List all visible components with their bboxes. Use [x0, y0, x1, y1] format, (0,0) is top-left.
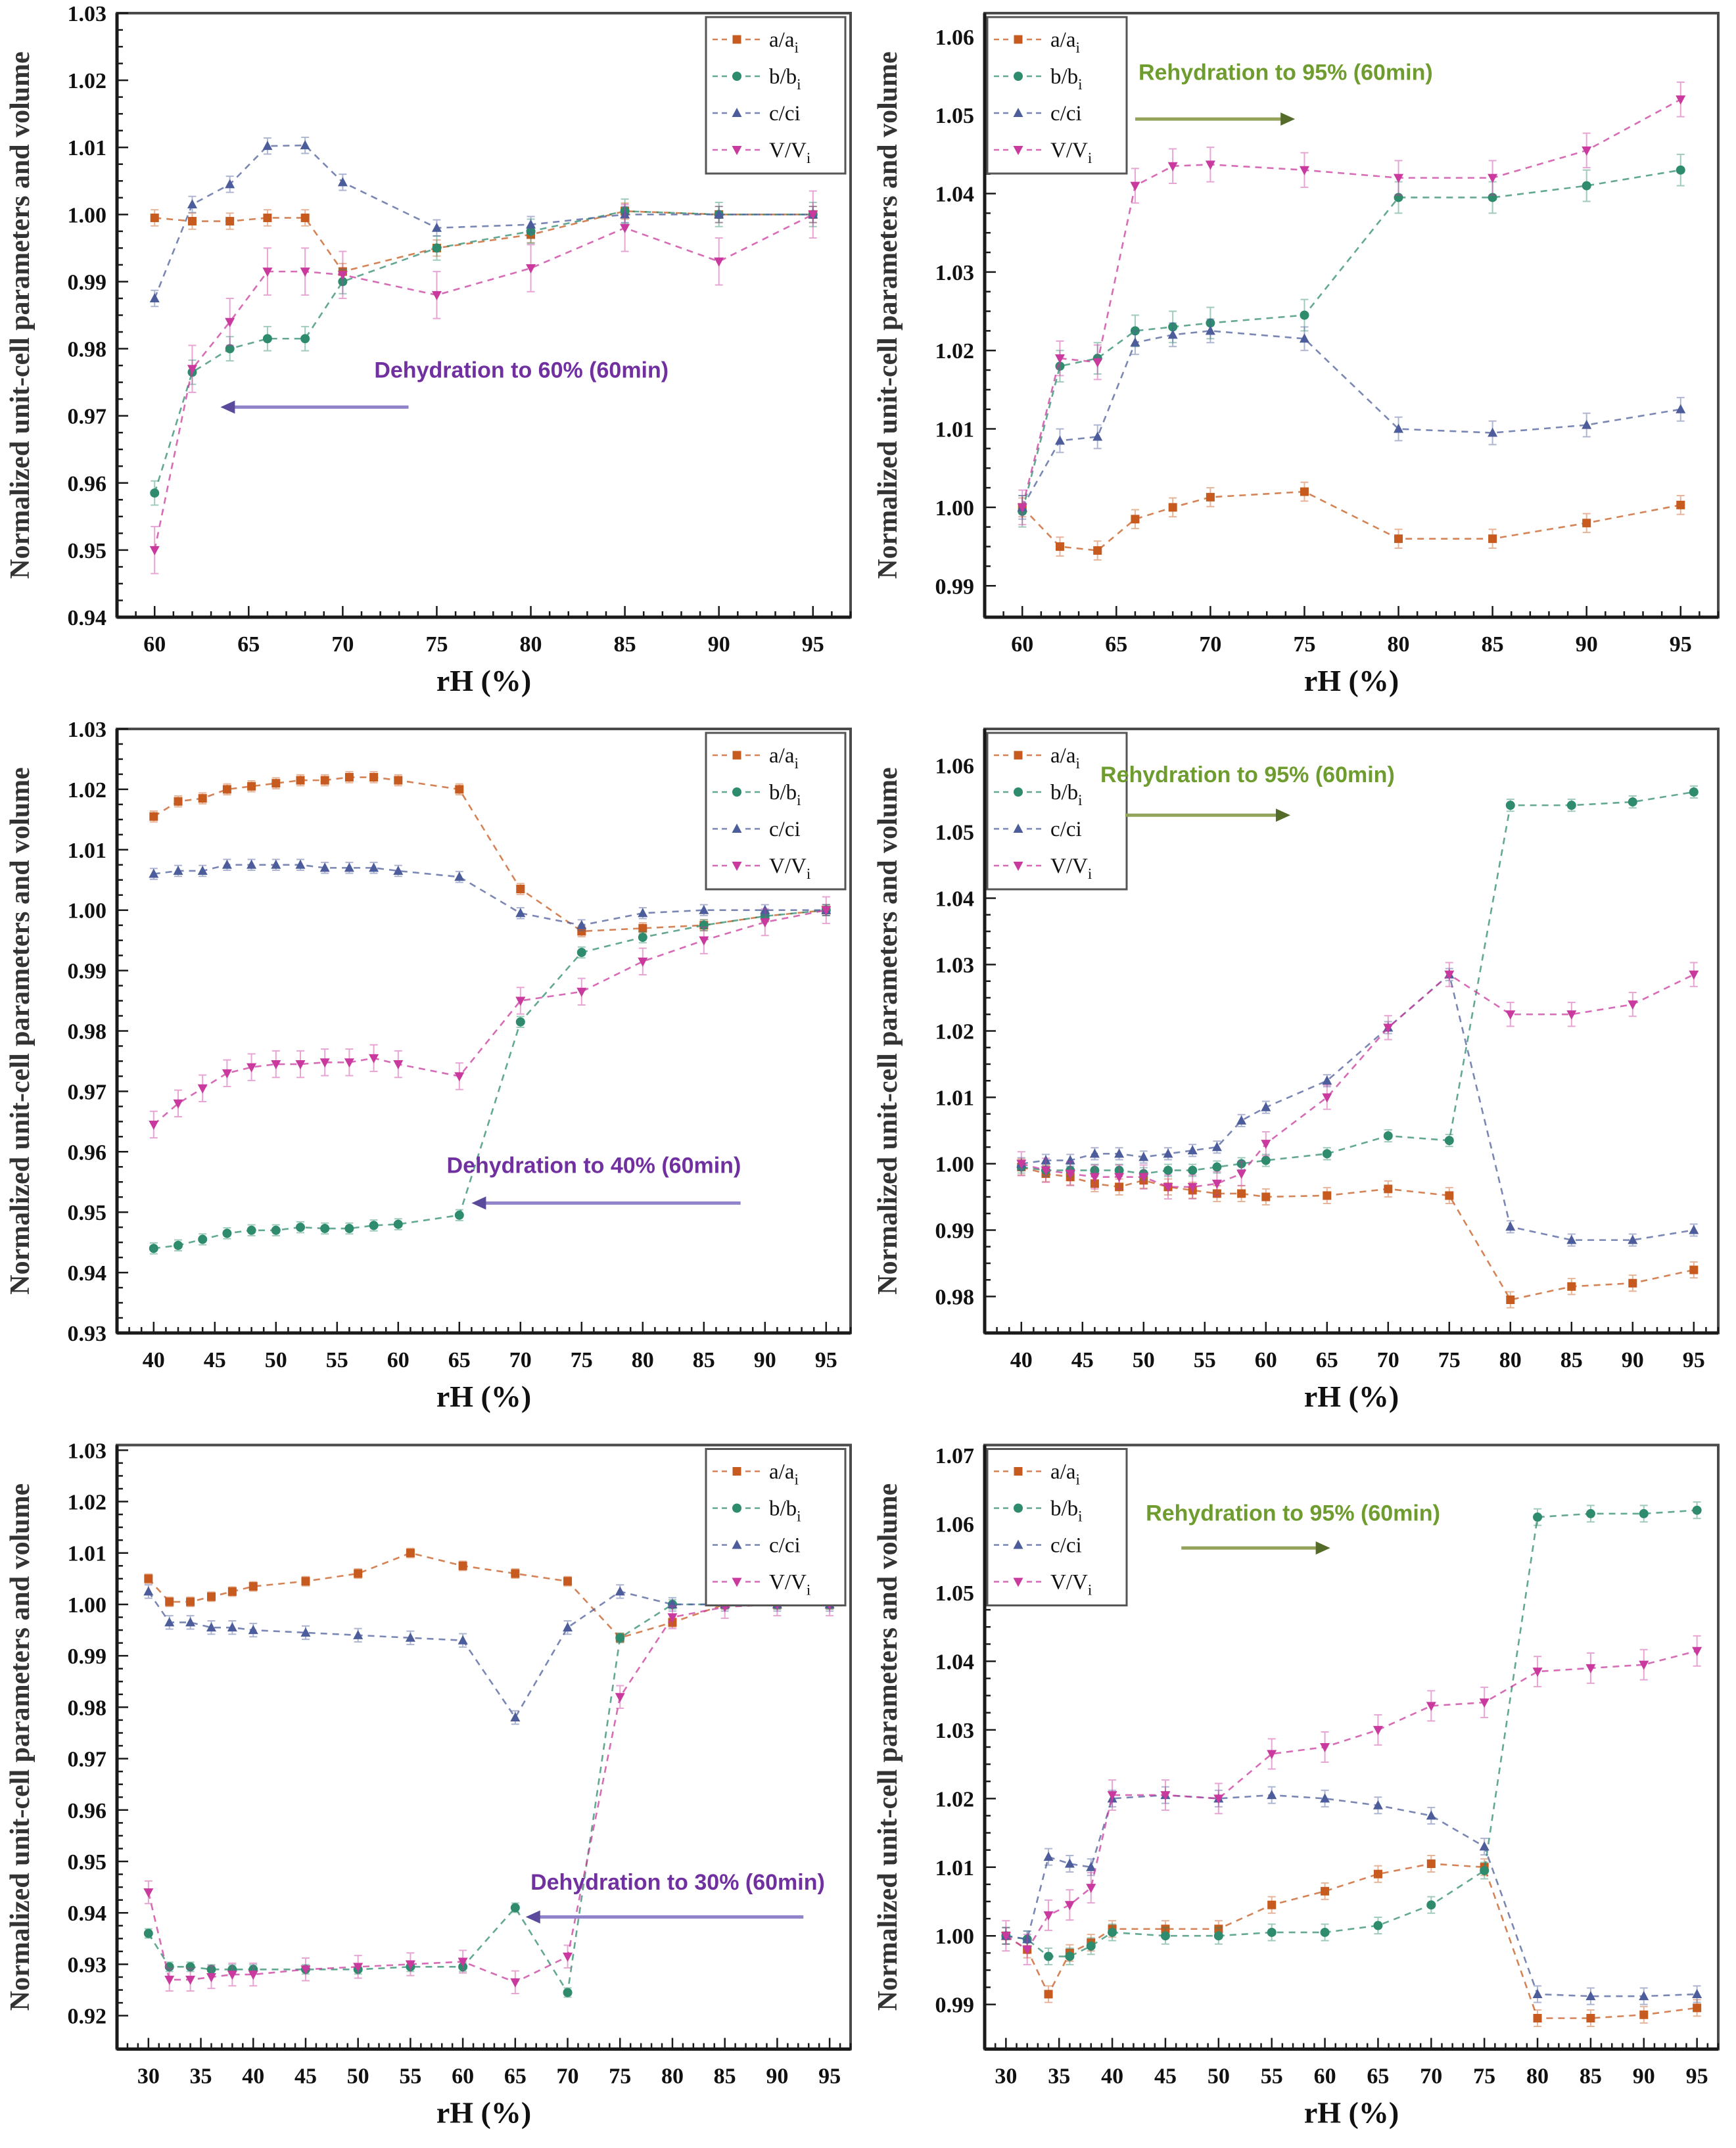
y-axis-label: Normalized unit-cell parameters and volume: [873, 767, 903, 1295]
svg-text:30: 30: [137, 2064, 160, 2089]
svg-text:75: 75: [1293, 632, 1316, 657]
svg-text:60: 60: [143, 632, 166, 657]
svg-text:1.03: 1.03: [935, 1718, 974, 1743]
svg-text:80: 80: [631, 1348, 654, 1372]
svg-text:1.05: 1.05: [935, 1581, 974, 1606]
svg-text:1.03: 1.03: [67, 718, 106, 742]
svg-text:1.00: 1.00: [67, 899, 106, 923]
svg-text:60: 60: [1254, 1348, 1277, 1372]
legend-label-v: $V/V_i$: [769, 139, 811, 166]
svg-text:40: 40: [1010, 1348, 1033, 1372]
svg-text:90: 90: [766, 2064, 789, 2089]
svg-text:0.99: 0.99: [935, 1219, 974, 1244]
svg-text:1.00: 1.00: [67, 1593, 106, 1618]
svg-text:80: 80: [1387, 632, 1410, 657]
svg-text:70: 70: [1376, 1348, 1399, 1372]
svg-text:70: 70: [1420, 2064, 1443, 2089]
svg-text:85: 85: [713, 2064, 736, 2089]
panel-rehydration-95-a: [868, 0, 1736, 716]
chart-svg-2: [0, 716, 868, 1432]
svg-text:1.06: 1.06: [935, 754, 974, 779]
panel-rehydration-95-c: [868, 1432, 1736, 2147]
x-axis-label: rH (%): [436, 2095, 532, 2130]
svg-text:90: 90: [1621, 1348, 1644, 1372]
svg-text:60: 60: [1011, 632, 1034, 657]
svg-text:80: 80: [661, 2064, 684, 2089]
legend-label-b: $b/b_i$: [1050, 781, 1083, 808]
chart-svg-1: [868, 0, 1735, 716]
svg-text:50: 50: [264, 1348, 287, 1372]
svg-text:85: 85: [1579, 2064, 1602, 2089]
chart-svg-4: [0, 1432, 868, 2148]
svg-text:90: 90: [1575, 632, 1598, 657]
annotation-text: Dehydration to 30% (60min): [530, 1870, 825, 1896]
svg-text:55: 55: [1260, 2064, 1283, 2089]
chart-svg-5: [868, 1432, 1735, 2148]
svg-text:1.01: 1.01: [67, 838, 106, 863]
svg-text:85: 85: [1481, 632, 1504, 657]
legend-label-v: $V/V_i$: [769, 854, 811, 882]
chart-svg-0: [0, 0, 868, 716]
svg-text:0.95: 0.95: [67, 538, 106, 563]
annotation-text: Rehydration to 95% (60min): [1146, 1501, 1440, 1526]
svg-text:0.99: 0.99: [67, 1645, 106, 1669]
chart-svg-3: [868, 716, 1735, 1432]
annotation-text: Rehydration to 95% (60min): [1138, 60, 1433, 85]
legend-label-v: $V/V_i$: [1050, 139, 1092, 166]
svg-text:1.00: 1.00: [935, 1925, 974, 1950]
svg-text:0.97: 0.97: [67, 404, 106, 429]
svg-text:1.03: 1.03: [67, 1439, 106, 1464]
svg-text:0.92: 0.92: [67, 2004, 106, 2029]
svg-text:0.95: 0.95: [67, 1850, 106, 1875]
legend-label-a: $a/a_i$: [1050, 1460, 1080, 1488]
annotation-text: Rehydration to 95% (60min): [1100, 762, 1395, 787]
svg-text:85: 85: [613, 632, 636, 657]
svg-text:50: 50: [1132, 1348, 1155, 1372]
x-axis-label: rH (%): [436, 664, 532, 697]
legend-label-b: $b/b_i$: [769, 1497, 801, 1525]
x-axis-label: rH (%): [436, 1380, 532, 1413]
svg-text:35: 35: [189, 2064, 212, 2089]
svg-text:65: 65: [1315, 1348, 1338, 1372]
svg-text:1.07: 1.07: [935, 1444, 974, 1469]
svg-text:90: 90: [753, 1348, 776, 1372]
svg-text:1.01: 1.01: [67, 1541, 106, 1566]
y-axis-label: Normalized unit-cell parameters and volume: [873, 51, 903, 579]
svg-text:1.04: 1.04: [935, 1650, 974, 1675]
svg-text:45: 45: [203, 1348, 226, 1372]
svg-text:0.98: 0.98: [67, 1696, 106, 1721]
svg-text:0.96: 0.96: [67, 1798, 106, 1823]
panel-dehydration-40: [0, 716, 868, 1432]
panel-rehydration-95-b: [868, 716, 1736, 1432]
svg-text:70: 70: [331, 632, 354, 657]
legend-label-a: $a/a_i$: [769, 744, 799, 772]
svg-text:70: 70: [556, 2064, 579, 2089]
svg-text:90: 90: [707, 632, 730, 657]
svg-text:1.01: 1.01: [67, 136, 106, 161]
svg-text:35: 35: [1048, 2064, 1071, 2089]
legend-label-c: c/ci: [1050, 102, 1082, 126]
svg-text:95: 95: [1682, 1348, 1705, 1372]
svg-text:75: 75: [609, 2064, 632, 2089]
svg-text:55: 55: [1193, 1348, 1216, 1372]
legend-label-c: c/ci: [769, 102, 801, 126]
svg-text:0.99: 0.99: [67, 959, 106, 984]
x-axis-label: rH (%): [1303, 664, 1399, 697]
annotation-text: Dehydration to 60% (60min): [374, 358, 669, 383]
svg-text:70: 70: [1199, 632, 1222, 657]
svg-text:65: 65: [237, 632, 260, 657]
svg-text:1.03: 1.03: [935, 260, 974, 285]
svg-text:1.02: 1.02: [935, 1019, 974, 1044]
svg-text:0.93: 0.93: [67, 1322, 106, 1346]
legend-label-a: $a/a_i$: [1050, 28, 1080, 56]
svg-text:40: 40: [142, 1348, 165, 1372]
svg-text:1.06: 1.06: [935, 25, 974, 50]
svg-text:0.96: 0.96: [67, 1140, 106, 1165]
svg-text:1.02: 1.02: [67, 69, 106, 94]
svg-text:0.94: 0.94: [67, 606, 106, 630]
svg-text:0.97: 0.97: [67, 1080, 106, 1105]
svg-text:45: 45: [1071, 1348, 1094, 1372]
svg-text:60: 60: [387, 1348, 410, 1372]
annotation-text: Dehydration to 40% (60min): [446, 1153, 741, 1179]
svg-text:1.01: 1.01: [935, 1086, 974, 1111]
svg-text:0.98: 0.98: [67, 1019, 106, 1044]
svg-text:1.06: 1.06: [935, 1512, 974, 1537]
legend-label-a: $a/a_i$: [1050, 744, 1080, 772]
legend-label-c: c/ci: [1050, 1533, 1082, 1558]
svg-text:95: 95: [818, 2064, 841, 2089]
svg-text:0.93: 0.93: [67, 1953, 106, 1978]
svg-text:55: 55: [399, 2064, 422, 2089]
svg-text:0.94: 0.94: [67, 1261, 106, 1286]
svg-text:50: 50: [1207, 2064, 1230, 2089]
svg-text:0.98: 0.98: [935, 1285, 974, 1310]
svg-text:60: 60: [452, 2064, 475, 2089]
legend-label-a: $a/a_i$: [769, 28, 799, 56]
svg-text:50: 50: [346, 2064, 369, 2089]
svg-text:30: 30: [995, 2064, 1018, 2089]
y-axis-label: Normalized unit-cell parameters and volume: [873, 1483, 903, 2011]
svg-text:95: 95: [814, 1348, 837, 1372]
svg-text:85: 85: [692, 1348, 715, 1372]
svg-text:0.98: 0.98: [67, 337, 106, 362]
legend-label-v: $V/V_i$: [1050, 854, 1092, 882]
svg-text:1.01: 1.01: [935, 1856, 974, 1880]
svg-text:1.03: 1.03: [935, 953, 974, 978]
legend-label-v: $V/V_i$: [1050, 1570, 1092, 1599]
legend-label-c: c/ci: [769, 1533, 801, 1558]
y-axis-label: Normalized unit-cell parameters and volume: [5, 767, 35, 1295]
legend-label-a: $a/a_i$: [769, 1460, 799, 1488]
svg-text:0.96: 0.96: [67, 471, 106, 496]
svg-text:1.05: 1.05: [935, 820, 974, 845]
svg-text:75: 75: [425, 632, 448, 657]
svg-text:0.97: 0.97: [67, 1747, 106, 1772]
svg-text:1.05: 1.05: [935, 104, 974, 129]
legend-label-b: $b/b_i$: [1050, 1497, 1083, 1525]
svg-text:80: 80: [1526, 2064, 1549, 2089]
legend-label-c: c/ci: [1050, 818, 1082, 841]
svg-text:85: 85: [1560, 1348, 1583, 1372]
svg-text:1.02: 1.02: [935, 339, 974, 364]
svg-text:45: 45: [1154, 2064, 1177, 2089]
svg-text:1.02: 1.02: [67, 778, 106, 803]
svg-text:60: 60: [1313, 2064, 1336, 2089]
svg-text:95: 95: [1669, 632, 1692, 657]
svg-text:95: 95: [801, 632, 824, 657]
svg-text:1.00: 1.00: [935, 1152, 974, 1177]
svg-text:1.01: 1.01: [935, 417, 974, 442]
y-axis-label: Normalized unit-cell parameters and volume: [5, 1483, 35, 2011]
svg-text:0.99: 0.99: [935, 1993, 974, 2018]
x-axis-label: rH (%): [1303, 2095, 1399, 2130]
svg-text:40: 40: [242, 2064, 265, 2089]
svg-text:0.99: 0.99: [67, 270, 106, 295]
svg-text:0.99: 0.99: [935, 574, 974, 599]
svg-text:65: 65: [448, 1348, 471, 1372]
svg-text:1.00: 1.00: [935, 496, 974, 521]
panel-dehydration-30: [0, 1432, 868, 2147]
legend-label-v: $V/V_i$: [769, 1570, 811, 1599]
svg-text:40: 40: [1101, 2064, 1124, 2089]
svg-text:75: 75: [1438, 1348, 1461, 1372]
svg-text:90: 90: [1632, 2064, 1655, 2089]
svg-text:65: 65: [1105, 632, 1128, 657]
svg-text:45: 45: [294, 2064, 317, 2089]
svg-text:0.94: 0.94: [67, 1902, 106, 1926]
svg-text:1.04: 1.04: [935, 887, 974, 912]
legend-label-b: $b/b_i$: [769, 781, 801, 808]
svg-text:80: 80: [1499, 1348, 1522, 1372]
svg-text:1.02: 1.02: [935, 1787, 974, 1812]
svg-text:1.03: 1.03: [67, 2, 106, 26]
svg-text:70: 70: [509, 1348, 532, 1372]
svg-text:75: 75: [1473, 2064, 1496, 2089]
svg-text:65: 65: [1367, 2064, 1390, 2089]
legend-label-b: $b/b_i$: [769, 65, 801, 93]
svg-text:55: 55: [325, 1348, 348, 1372]
x-axis-label: rH (%): [1303, 1380, 1399, 1413]
svg-text:80: 80: [519, 632, 542, 657]
svg-text:1.04: 1.04: [935, 182, 974, 207]
svg-text:95: 95: [1685, 2064, 1708, 2089]
panel-dehydration-60: [0, 0, 868, 716]
svg-text:65: 65: [504, 2064, 527, 2089]
y-axis-label: Normalized unit-cell parameters and volume: [5, 51, 35, 579]
svg-text:1.02: 1.02: [67, 1490, 106, 1515]
svg-text:75: 75: [570, 1348, 593, 1372]
legend-label-c: c/ci: [769, 818, 801, 841]
legend-label-b: $b/b_i$: [1050, 65, 1083, 93]
svg-text:0.95: 0.95: [67, 1201, 106, 1226]
svg-text:1.00: 1.00: [67, 203, 106, 228]
